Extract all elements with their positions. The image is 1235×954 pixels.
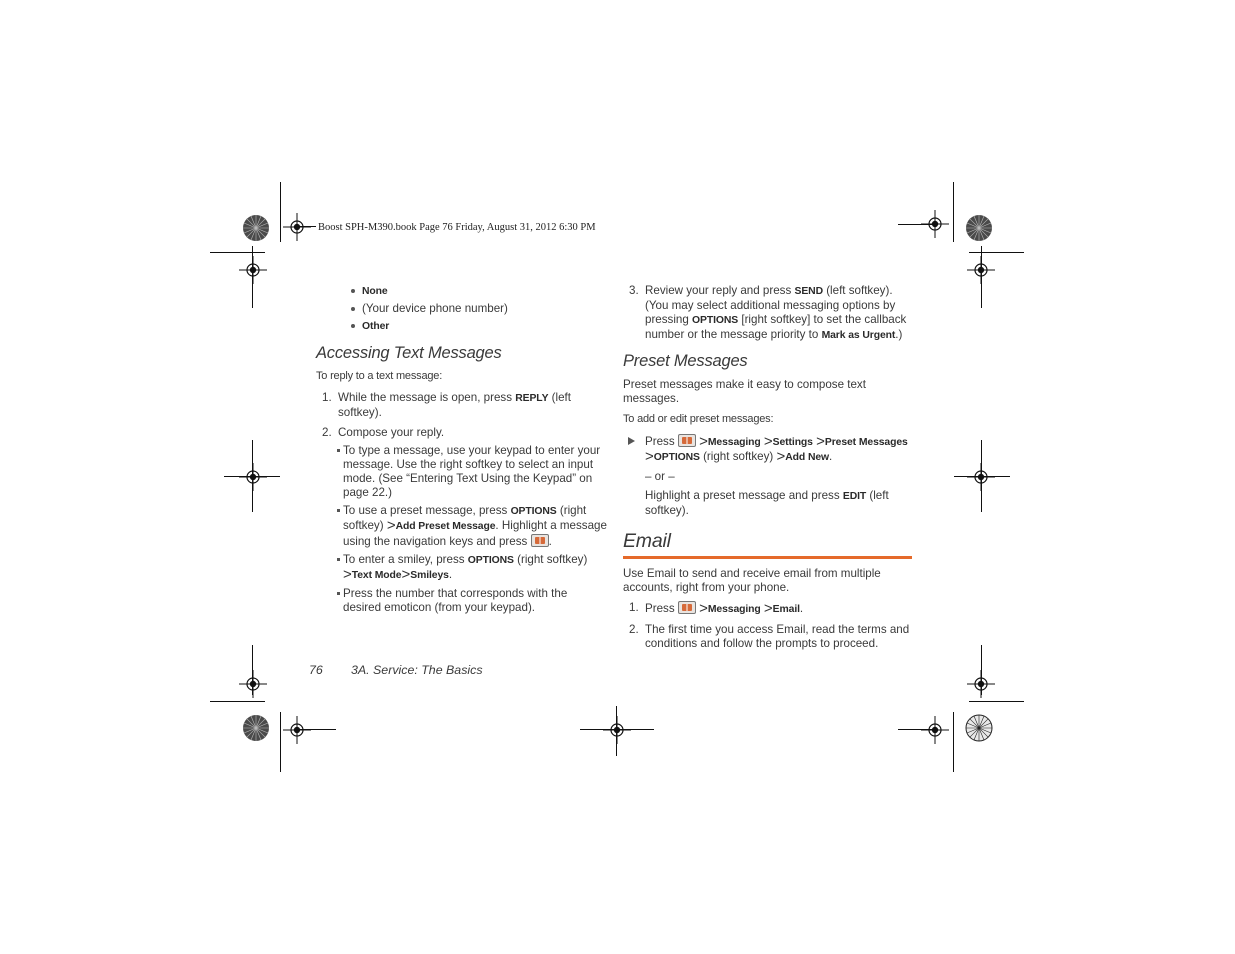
email-step-2: 2. The first time you access Email, read the terms and conditions and follow the prompts to proceed. bbox=[629, 623, 910, 650]
menu-key-icon bbox=[678, 601, 696, 614]
page-number: 76 bbox=[309, 663, 323, 677]
preset-intro: To add or edit preset messages: bbox=[623, 413, 774, 425]
right-column bbox=[623, 284, 913, 651]
registration-mark-icon bbox=[603, 716, 631, 744]
book-header: Boost SPH-M390.book Page 76 Friday, August 31, 2012 6:30 PM bbox=[318, 222, 596, 233]
highlight-step: Highlight a preset message and press EDIT (left softkey). bbox=[645, 489, 889, 517]
email-paragraph: Use Email to send and receive email from multiple accounts, right from your phone. bbox=[623, 567, 881, 594]
list-item: Other bbox=[316, 319, 608, 334]
registration-mark-icon bbox=[921, 716, 949, 744]
registration-mark-icon bbox=[283, 213, 311, 241]
sub-step-smiley: To enter a smiley, press OPTIONS (right softkey) >Text Mode>Smileys. bbox=[316, 553, 608, 583]
intro-text: To reply to a text message: bbox=[316, 370, 443, 382]
left-column bbox=[316, 284, 608, 615]
star-target-icon bbox=[965, 214, 993, 242]
section-title: 3A. Service: The Basics bbox=[351, 663, 483, 677]
email-heading-rule bbox=[623, 556, 912, 559]
email-step-1: 1. Press >Messaging >Email. bbox=[629, 600, 804, 617]
step-1: 1. While the message is open, press REPLY (left softkey). bbox=[322, 391, 571, 419]
preset-paragraph: Preset messages make it easy to compose text messages. bbox=[623, 378, 866, 405]
preset-heading: Preset Messages bbox=[623, 352, 748, 370]
star-target-icon bbox=[242, 714, 270, 742]
sub-step-emoticon: Press the number that corresponds with the desired emoticon (from your keypad). bbox=[316, 587, 608, 615]
registration-mark-icon bbox=[239, 670, 267, 698]
sub-step-type: To type a message, use your keypad to enter your message. Use the right softkey to select an input mode. (See “Entering Text Using the Keypad” on page 22.) bbox=[316, 444, 608, 500]
sub-step-preset: To use a preset message, press OPTIONS (right softkey) >Add Preset Message. Highlight a message using the navigation keys and press . bbox=[316, 504, 608, 549]
list-item: (Your device phone number) bbox=[316, 302, 608, 316]
arrow-right-icon bbox=[628, 437, 635, 445]
star-target-icon bbox=[965, 714, 993, 742]
step-3: 3. Review your reply and press SEND (left softkey). (You may select additional messaging options by pressing OPTIONS [right softkey] to set the callback number or the message priority to Mark as Urgent.) bbox=[629, 284, 907, 341]
email-heading: Email bbox=[623, 530, 671, 552]
section-heading: Accessing Text Messages bbox=[316, 344, 502, 362]
step-2: 2. Compose your reply. bbox=[322, 426, 445, 439]
registration-mark-icon bbox=[239, 256, 267, 284]
preset-step: Press >Messaging >Settings >Preset Messages >OPTIONS (right softkey) >Add New. bbox=[623, 434, 913, 465]
list-item: None bbox=[316, 284, 608, 299]
menu-key-icon bbox=[678, 434, 696, 447]
or-separator: – or – bbox=[645, 470, 675, 483]
registration-mark-icon bbox=[239, 463, 267, 491]
star-target-icon bbox=[242, 214, 270, 242]
ok-key-icon bbox=[531, 534, 549, 547]
top-bullet-list bbox=[316, 284, 608, 334]
registration-mark-icon bbox=[283, 716, 311, 744]
